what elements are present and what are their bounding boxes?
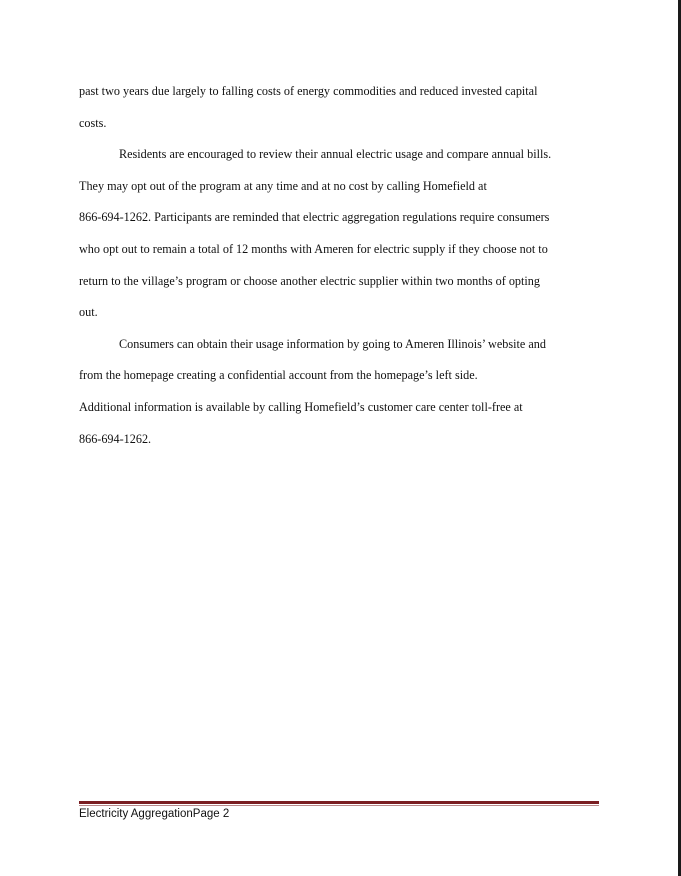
footer-divider xyxy=(79,801,599,804)
body-line: who opt out to remain a total of 12 months with Ameren for electric supply if they choose not to xyxy=(79,241,548,256)
body-line: Additional information is available by calling Homefield’s customer care center toll-free at xyxy=(79,399,523,414)
body-line: costs. xyxy=(79,115,107,130)
body-line: out. xyxy=(79,305,98,320)
page-footer: Electricity AggregationPage 2 xyxy=(79,808,230,820)
body-line: They may opt out of the program at any time and at no cost by calling Homefield at xyxy=(79,178,487,193)
body-line: past two years due largely to falling costs of energy commodities and reduced invested capital xyxy=(79,84,538,98)
paragraph-start-line: Residents are encouraged to review their annual electric usage and compare annual bills. xyxy=(119,147,552,162)
paragraph-start-line: Consumers can obtain their usage information by going to Ameren Illinois’ website and xyxy=(119,336,546,351)
body-line: 866-694-1262. xyxy=(79,431,152,446)
document-body xyxy=(79,76,599,455)
body-line: return to the village’s program or choose another electric supplier within two months of opting xyxy=(79,273,540,288)
footer-divider-thin xyxy=(79,805,599,806)
body-line: from the homepage creating a confidential account from the homepage’s left side. xyxy=(79,368,478,383)
body-line: 866-694-1262. Participants are reminded that electric aggregation regulations require consumers xyxy=(79,210,550,225)
